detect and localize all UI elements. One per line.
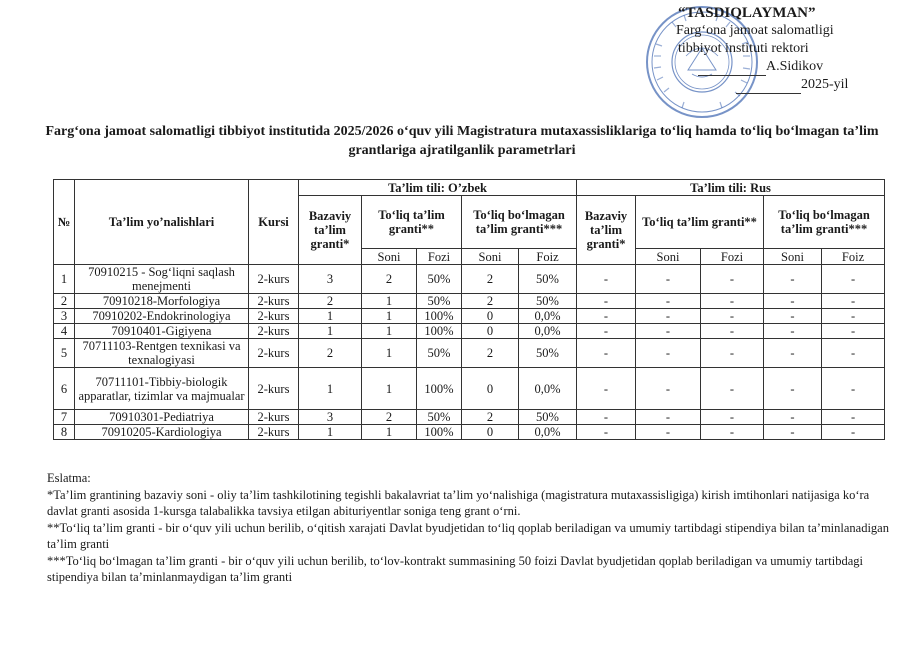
cell-full-n: 1 [362, 309, 417, 324]
header-lang-ru: Ta’lim tili: Rus [577, 180, 885, 196]
grant-parameters-table [53, 179, 885, 440]
cell-base: 2 [299, 339, 362, 368]
cell-ru-full-p: - [701, 339, 764, 368]
table-row [54, 324, 885, 339]
cell-full-p: 50% [417, 265, 462, 294]
cell-full-p: 100% [417, 425, 462, 440]
cell-ru-part-p: - [822, 309, 885, 324]
cell-ru-full-p: - [701, 294, 764, 309]
header-lang-uz: Ta’lim tili: O’zbek [299, 180, 577, 196]
header-uz-partial-pct: Foiz [519, 249, 577, 265]
header-number: № [54, 180, 75, 265]
cell-no: 7 [54, 410, 75, 425]
header-ru-full-pct: Fozi [701, 249, 764, 265]
cell-ru-part-p: - [822, 368, 885, 410]
cell-ru-part-p: - [822, 425, 885, 440]
notes-section [47, 470, 897, 586]
cell-name: 70910218-Morfologiya [75, 294, 249, 309]
cell-ru-part-n: - [764, 324, 822, 339]
note-full-grant: **To‘liq ta’lim granti - bir o‘quv yili uchun berilib, o‘qitish xarajati Davlat byudjetidan to‘liq qoplab beriladigan va umumiy tartibdagi stipendiya bilan ta’minlanadigan ta’lim granti [47, 521, 889, 551]
cell-part-n: 2 [462, 294, 519, 309]
cell-ru-base: - [577, 368, 636, 410]
header-uz-full-pct: Fozi [417, 249, 462, 265]
cell-ru-part-p: - [822, 265, 885, 294]
cell-base: 1 [299, 425, 362, 440]
note-partial-grant: ***To‘liq bo‘lmagan ta’lim granti - bir o‘quv yili uchun berilib, to‘lov-kontrakt summasining 50 foizi Davlat byudjetidan qoplab beriladigan va umumiy tartibdagi stipendiya bilan ta’minlanmaydigan ta’lim granti [47, 554, 863, 584]
cell-ru-base: - [577, 309, 636, 324]
table-body [54, 265, 885, 440]
cell-course: 2-kurs [249, 368, 299, 410]
cell-base: 1 [299, 309, 362, 324]
header-course: Kursi [249, 180, 299, 265]
cell-ru-base: - [577, 265, 636, 294]
cell-base: 1 [299, 324, 362, 339]
cell-ru-part-p: - [822, 339, 885, 368]
header-uz-partial-count: Soni [462, 249, 519, 265]
cell-no: 4 [54, 324, 75, 339]
cell-part-n: 0 [462, 309, 519, 324]
cell-full-n: 1 [362, 324, 417, 339]
table-row [54, 339, 885, 368]
signature-line [698, 61, 766, 76]
cell-course: 2-kurs [249, 410, 299, 425]
table-row [54, 410, 885, 425]
header-ru-full-count: Soni [636, 249, 701, 265]
cell-ru-base: - [577, 339, 636, 368]
cell-course: 2-kurs [249, 339, 299, 368]
cell-course: 2-kurs [249, 324, 299, 339]
cell-ru-part-n: - [764, 368, 822, 410]
header-uz-partial: To‘liq bo‘lmagan ta’lim granti*** [462, 196, 577, 249]
cell-ru-full-n: - [636, 265, 701, 294]
cell-no: 2 [54, 294, 75, 309]
table-row [54, 294, 885, 309]
cell-ru-part-p: - [822, 410, 885, 425]
cell-full-n: 2 [362, 265, 417, 294]
cell-no: 3 [54, 309, 75, 324]
cell-name: 70711101-Tibbiy-biologik apparatlar, tizimlar va majmualar [75, 368, 249, 410]
cell-name: 70910401-Gigiyena [75, 324, 249, 339]
cell-part-n: 0 [462, 368, 519, 410]
cell-full-n: 1 [362, 294, 417, 309]
cell-ru-part-n: - [764, 309, 822, 324]
cell-full-p: 50% [417, 294, 462, 309]
cell-ru-part-n: - [764, 339, 822, 368]
table-row [54, 425, 885, 440]
cell-no: 8 [54, 425, 75, 440]
cell-course: 2-kurs [249, 309, 299, 324]
cell-part-p: 50% [519, 294, 577, 309]
cell-ru-full-p: - [701, 265, 764, 294]
cell-part-p: 50% [519, 410, 577, 425]
cell-ru-full-n: - [636, 368, 701, 410]
cell-course: 2-kurs [249, 294, 299, 309]
approval-signature [698, 58, 908, 76]
cell-part-p: 0,0% [519, 368, 577, 410]
cell-ru-full-p: - [701, 324, 764, 339]
date-text: 2025-yil [801, 77, 849, 92]
cell-base: 3 [299, 410, 362, 425]
cell-part-n: 0 [462, 425, 519, 440]
cell-part-p: 50% [519, 339, 577, 368]
cell-ru-part-n: - [764, 265, 822, 294]
cell-ru-part-p: - [822, 324, 885, 339]
cell-course: 2-kurs [249, 265, 299, 294]
header-ru-base: Bazaviy ta’lim granti* [577, 196, 636, 265]
approval-block [668, 4, 908, 94]
cell-ru-full-p: - [701, 410, 764, 425]
cell-part-p: 0,0% [519, 309, 577, 324]
cell-ru-full-n: - [636, 324, 701, 339]
cell-base: 3 [299, 265, 362, 294]
header-uz-full-count: Soni [362, 249, 417, 265]
header-uz-full: To‘liq ta’lim granti** [362, 196, 462, 249]
cell-ru-part-n: - [764, 410, 822, 425]
cell-ru-full-n: - [636, 309, 701, 324]
cell-ru-full-n: - [636, 425, 701, 440]
cell-ru-full-p: - [701, 425, 764, 440]
signature-name: A.Sidikov [766, 59, 824, 74]
document-title: Farg‘ona jamoat salomatligi tibbiyot institutida 2025/2026 o‘quv yili Magistratura mutaxassisliklariga to‘liq hamda to‘liq bo‘lmagan ta’lim grantlariga ajratilganlik parametrlari [45, 124, 879, 158]
cell-no: 5 [54, 339, 75, 368]
header-uz-base: Bazaviy ta’lim granti* [299, 196, 362, 265]
approval-heading: “TASDIQLAYMAN” [678, 5, 816, 21]
cell-full-p: 50% [417, 339, 462, 368]
cell-full-p: 100% [417, 324, 462, 339]
cell-part-n: 2 [462, 410, 519, 425]
table-row [54, 265, 885, 294]
cell-full-p: 50% [417, 410, 462, 425]
cell-full-n: 1 [362, 368, 417, 410]
date-line [736, 79, 801, 94]
cell-full-n: 2 [362, 410, 417, 425]
cell-ru-full-n: - [636, 410, 701, 425]
header-ru-partial-pct: Foiz [822, 249, 885, 265]
cell-no: 1 [54, 265, 75, 294]
cell-full-n: 1 [362, 425, 417, 440]
cell-no: 6 [54, 368, 75, 410]
cell-name: 70910301-Pediatriya [75, 410, 249, 425]
cell-ru-part-p: - [822, 294, 885, 309]
cell-name: 70711103-Rentgen texnikasi va texnalogiyasi [75, 339, 249, 368]
approval-line-2: tibbiyot instituti rektori [678, 41, 809, 56]
cell-name: 70910202-Endokrinologiya [75, 309, 249, 324]
table-row [54, 309, 885, 324]
cell-full-p: 100% [417, 309, 462, 324]
notes-heading: Eslatma: [47, 471, 91, 485]
cell-part-p: 0,0% [519, 425, 577, 440]
cell-ru-part-n: - [764, 294, 822, 309]
cell-part-p: 0,0% [519, 324, 577, 339]
cell-ru-base: - [577, 410, 636, 425]
table-row [54, 368, 885, 410]
approval-line-1: Farg‘ona jamoat salomatligi [676, 23, 834, 38]
cell-part-n: 0 [462, 324, 519, 339]
note-base-grant: *Ta’lim grantining bazaviy soni - oliy ta’lim tashkilotining tegishli bakalavriat ta’lim yo‘nalishiga (magistratura mutaxassisligiga) kirish imtihonlari natijasiga ko‘ra davlat granti asosida 1-kursga talabalikka tavsiya etilgan abituriyentlar soniga teng grant o‘rni. [47, 488, 870, 518]
cell-base: 2 [299, 294, 362, 309]
header-ru-partial-count: Soni [764, 249, 822, 265]
cell-ru-base: - [577, 294, 636, 309]
cell-base: 1 [299, 368, 362, 410]
cell-ru-base: - [577, 324, 636, 339]
cell-name: 70910215 - Sog‘liqni saqlash menejmenti [75, 265, 249, 294]
approval-date [736, 76, 908, 94]
header-ru-partial: To‘liq bo‘lmagan ta’lim granti*** [764, 196, 885, 249]
cell-ru-full-p: - [701, 309, 764, 324]
cell-ru-full-n: - [636, 294, 701, 309]
cell-ru-full-n: - [636, 339, 701, 368]
cell-part-n: 2 [462, 265, 519, 294]
cell-ru-part-n: - [764, 425, 822, 440]
cell-ru-base: - [577, 425, 636, 440]
cell-ru-full-p: - [701, 368, 764, 410]
cell-full-p: 100% [417, 368, 462, 410]
cell-course: 2-kurs [249, 425, 299, 440]
header-ru-full: To‘liq ta’lim granti** [636, 196, 764, 249]
cell-part-n: 2 [462, 339, 519, 368]
header-direction: Ta’lim yo’nalishlari [75, 180, 249, 265]
cell-part-p: 50% [519, 265, 577, 294]
cell-full-n: 1 [362, 339, 417, 368]
cell-name: 70910205-Kardiologiya [75, 425, 249, 440]
